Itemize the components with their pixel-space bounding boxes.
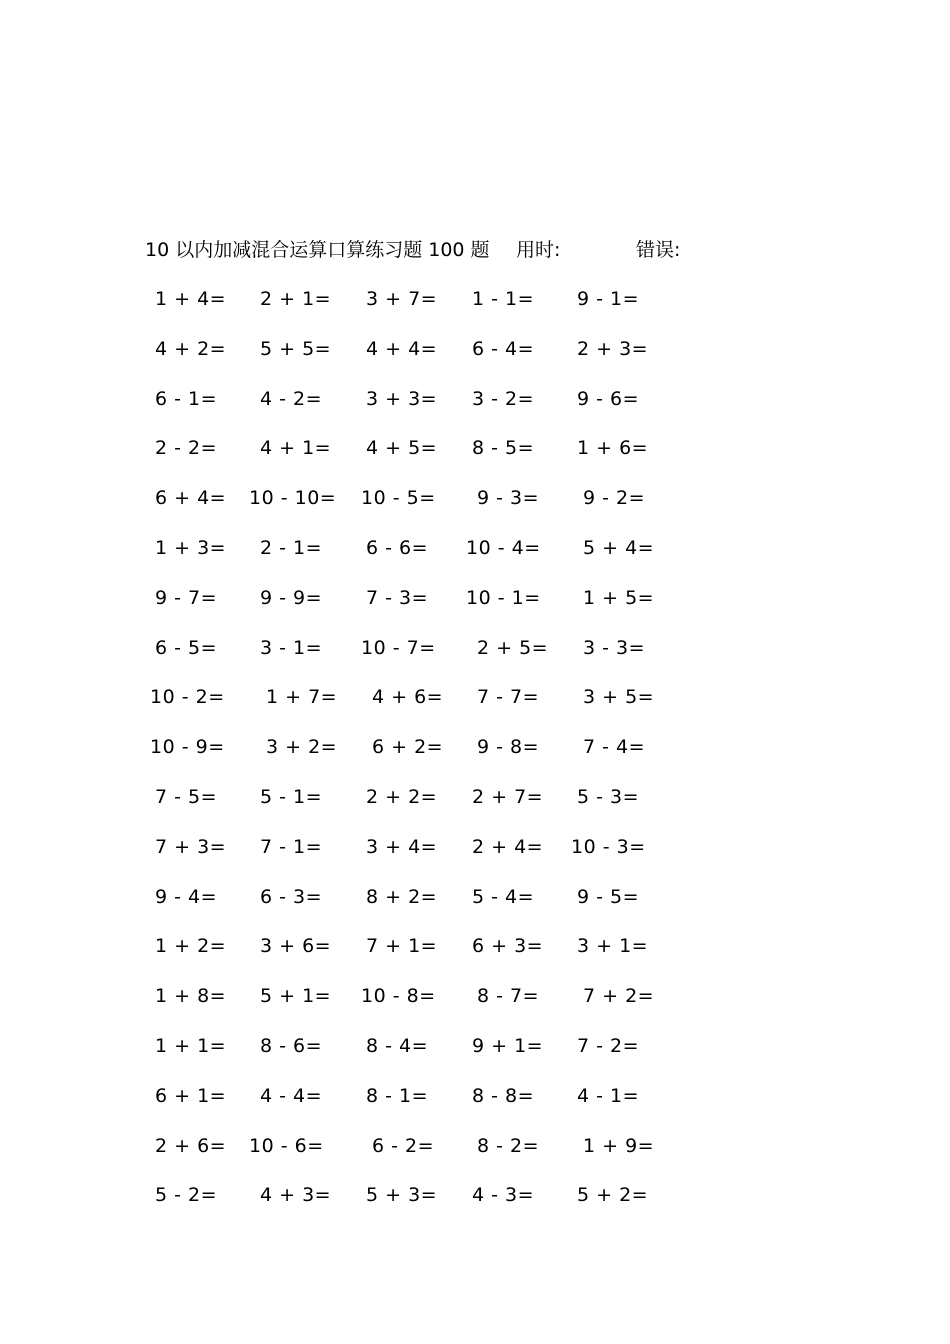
math-problem: 10 - 3= bbox=[571, 835, 646, 858]
math-problem: 7 - 4= bbox=[583, 736, 646, 759]
math-problem: 5 - 1= bbox=[260, 785, 323, 808]
math-problem: 2 + 5= bbox=[477, 636, 549, 659]
math-problem: 6 - 4= bbox=[472, 337, 535, 360]
math-problem: 7 + 2= bbox=[583, 985, 655, 1008]
math-problem: 9 - 5= bbox=[577, 885, 640, 908]
math-problem: 3 + 2= bbox=[266, 736, 338, 759]
problem-row bbox=[0, 1033, 950, 1083]
math-problem: 3 + 4= bbox=[366, 835, 438, 858]
math-problem: 3 + 3= bbox=[366, 387, 438, 410]
math-problem: 1 + 3= bbox=[155, 536, 227, 559]
math-problem: 2 - 1= bbox=[260, 536, 323, 559]
math-problem: 5 + 2= bbox=[577, 1184, 649, 1207]
math-problem: 2 + 7= bbox=[472, 785, 544, 808]
math-problem: 4 + 2= bbox=[155, 337, 227, 360]
math-problem: 7 - 1= bbox=[260, 835, 323, 858]
math-problem: 8 + 2= bbox=[366, 885, 438, 908]
math-problem: 4 - 1= bbox=[577, 1084, 640, 1107]
problem-row bbox=[0, 834, 950, 884]
math-problem: 6 + 4= bbox=[155, 487, 227, 510]
math-problem: 3 + 5= bbox=[583, 686, 655, 709]
math-problem: 6 + 1= bbox=[155, 1084, 227, 1107]
math-problem: 3 + 7= bbox=[366, 288, 438, 310]
math-problem: 2 + 2= bbox=[366, 785, 438, 808]
math-problem: 3 + 6= bbox=[260, 935, 332, 958]
math-problem: 4 + 4= bbox=[366, 337, 438, 360]
math-problem: 2 + 4= bbox=[472, 835, 544, 858]
problem-row bbox=[0, 983, 950, 1033]
math-problem: 9 - 1= bbox=[577, 288, 640, 310]
math-problem: 5 - 2= bbox=[155, 1184, 218, 1207]
time-used-label: 用时: bbox=[516, 239, 561, 261]
problem-row bbox=[0, 535, 950, 585]
math-problem: 10 - 8= bbox=[361, 985, 436, 1008]
math-problem: 1 + 8= bbox=[155, 985, 227, 1008]
problem-row bbox=[0, 336, 950, 386]
math-problem: 4 - 3= bbox=[472, 1184, 535, 1207]
worksheet-header bbox=[0, 236, 950, 266]
math-problem: 1 - 1= bbox=[472, 288, 535, 310]
math-problem: 7 + 1= bbox=[366, 935, 438, 958]
math-problem: 6 - 2= bbox=[372, 1134, 435, 1157]
math-problem: 9 - 3= bbox=[477, 487, 540, 510]
math-problem: 9 - 6= bbox=[577, 387, 640, 410]
problem-row bbox=[0, 435, 950, 485]
error-count-label: 错误: bbox=[636, 239, 681, 261]
math-problem: 10 - 4= bbox=[466, 536, 541, 559]
math-problem: 3 - 2= bbox=[472, 387, 535, 410]
math-problem: 5 + 1= bbox=[260, 985, 332, 1008]
math-problem: 10 - 10= bbox=[249, 487, 337, 510]
math-problem: 8 - 4= bbox=[366, 1034, 429, 1057]
math-problem: 4 - 4= bbox=[260, 1084, 323, 1107]
math-problem: 6 - 1= bbox=[155, 387, 218, 410]
math-problem: 7 - 5= bbox=[155, 785, 218, 808]
math-problem: 6 - 6= bbox=[366, 536, 429, 559]
math-problem: 1 + 5= bbox=[583, 586, 655, 609]
math-problem: 6 + 3= bbox=[472, 935, 544, 958]
math-problem: 4 + 1= bbox=[260, 437, 332, 460]
math-problem: 1 + 1= bbox=[155, 1034, 227, 1057]
math-problem: 1 + 7= bbox=[266, 686, 338, 709]
problem-row bbox=[0, 485, 950, 535]
math-problem: 4 + 3= bbox=[260, 1184, 332, 1207]
math-problem: 3 - 3= bbox=[583, 636, 646, 659]
math-problem: 3 + 1= bbox=[577, 935, 649, 958]
math-problem: 6 - 5= bbox=[155, 636, 218, 659]
math-problem: 4 + 5= bbox=[366, 437, 438, 460]
problem-row bbox=[0, 933, 950, 983]
math-problem: 9 - 7= bbox=[155, 586, 218, 609]
math-problem: 1 + 4= bbox=[155, 288, 227, 310]
math-problem: 7 + 3= bbox=[155, 835, 227, 858]
math-problem: 7 - 7= bbox=[477, 686, 540, 709]
math-problem: 6 - 3= bbox=[260, 885, 323, 908]
problem-row bbox=[0, 1182, 950, 1232]
math-problem: 5 - 4= bbox=[472, 885, 535, 908]
problem-row bbox=[0, 784, 950, 834]
problem-row bbox=[0, 734, 950, 784]
math-problem: 9 - 2= bbox=[583, 487, 646, 510]
math-problem: 8 - 6= bbox=[260, 1034, 323, 1057]
math-problem: 6 + 2= bbox=[372, 736, 444, 759]
math-problem: 10 - 6= bbox=[249, 1134, 324, 1157]
math-problem: 8 - 8= bbox=[472, 1084, 535, 1107]
math-problem: 2 + 3= bbox=[577, 337, 649, 360]
math-problem: 9 - 4= bbox=[155, 885, 218, 908]
math-problem: 5 + 3= bbox=[366, 1184, 438, 1207]
math-problem: 8 - 7= bbox=[477, 985, 540, 1008]
math-problem: 9 + 1= bbox=[472, 1034, 544, 1057]
math-problem: 10 - 7= bbox=[361, 636, 436, 659]
problem-row bbox=[0, 1133, 950, 1183]
math-problem: 8 - 5= bbox=[472, 437, 535, 460]
math-problem: 4 + 6= bbox=[372, 686, 444, 709]
math-problem: 5 - 3= bbox=[577, 785, 640, 808]
math-problem: 9 - 8= bbox=[477, 736, 540, 759]
math-problem: 10 - 2= bbox=[150, 686, 225, 709]
problem-row bbox=[0, 286, 950, 336]
math-problem: 1 + 2= bbox=[155, 935, 227, 958]
math-problem: 10 - 1= bbox=[466, 586, 541, 609]
math-problem: 7 - 3= bbox=[366, 586, 429, 609]
problem-row bbox=[0, 884, 950, 934]
math-problem: 5 + 4= bbox=[583, 536, 655, 559]
problem-grid bbox=[0, 286, 950, 1232]
problem-row bbox=[0, 1083, 950, 1133]
math-problem: 8 - 1= bbox=[366, 1084, 429, 1107]
math-problem: 10 - 9= bbox=[150, 736, 225, 759]
problem-row bbox=[0, 386, 950, 436]
math-problem: 1 + 6= bbox=[577, 437, 649, 460]
math-problem: 2 + 1= bbox=[260, 288, 332, 310]
math-problem: 8 - 2= bbox=[477, 1134, 540, 1157]
math-problem: 7 - 2= bbox=[577, 1034, 640, 1057]
math-problem: 2 - 2= bbox=[155, 437, 218, 460]
math-problem: 2 + 6= bbox=[155, 1134, 227, 1157]
problem-row bbox=[0, 684, 950, 734]
math-problem: 9 - 9= bbox=[260, 586, 323, 609]
problem-row bbox=[0, 585, 950, 635]
problem-row bbox=[0, 635, 950, 685]
math-problem: 10 - 5= bbox=[361, 487, 436, 510]
worksheet-title: 10 以内加减混合运算口算练习题 100 题 bbox=[145, 239, 490, 261]
math-problem: 3 - 1= bbox=[260, 636, 323, 659]
math-problem: 1 + 9= bbox=[583, 1134, 655, 1157]
math-problem: 4 - 2= bbox=[260, 387, 323, 410]
math-problem: 5 + 5= bbox=[260, 337, 332, 360]
